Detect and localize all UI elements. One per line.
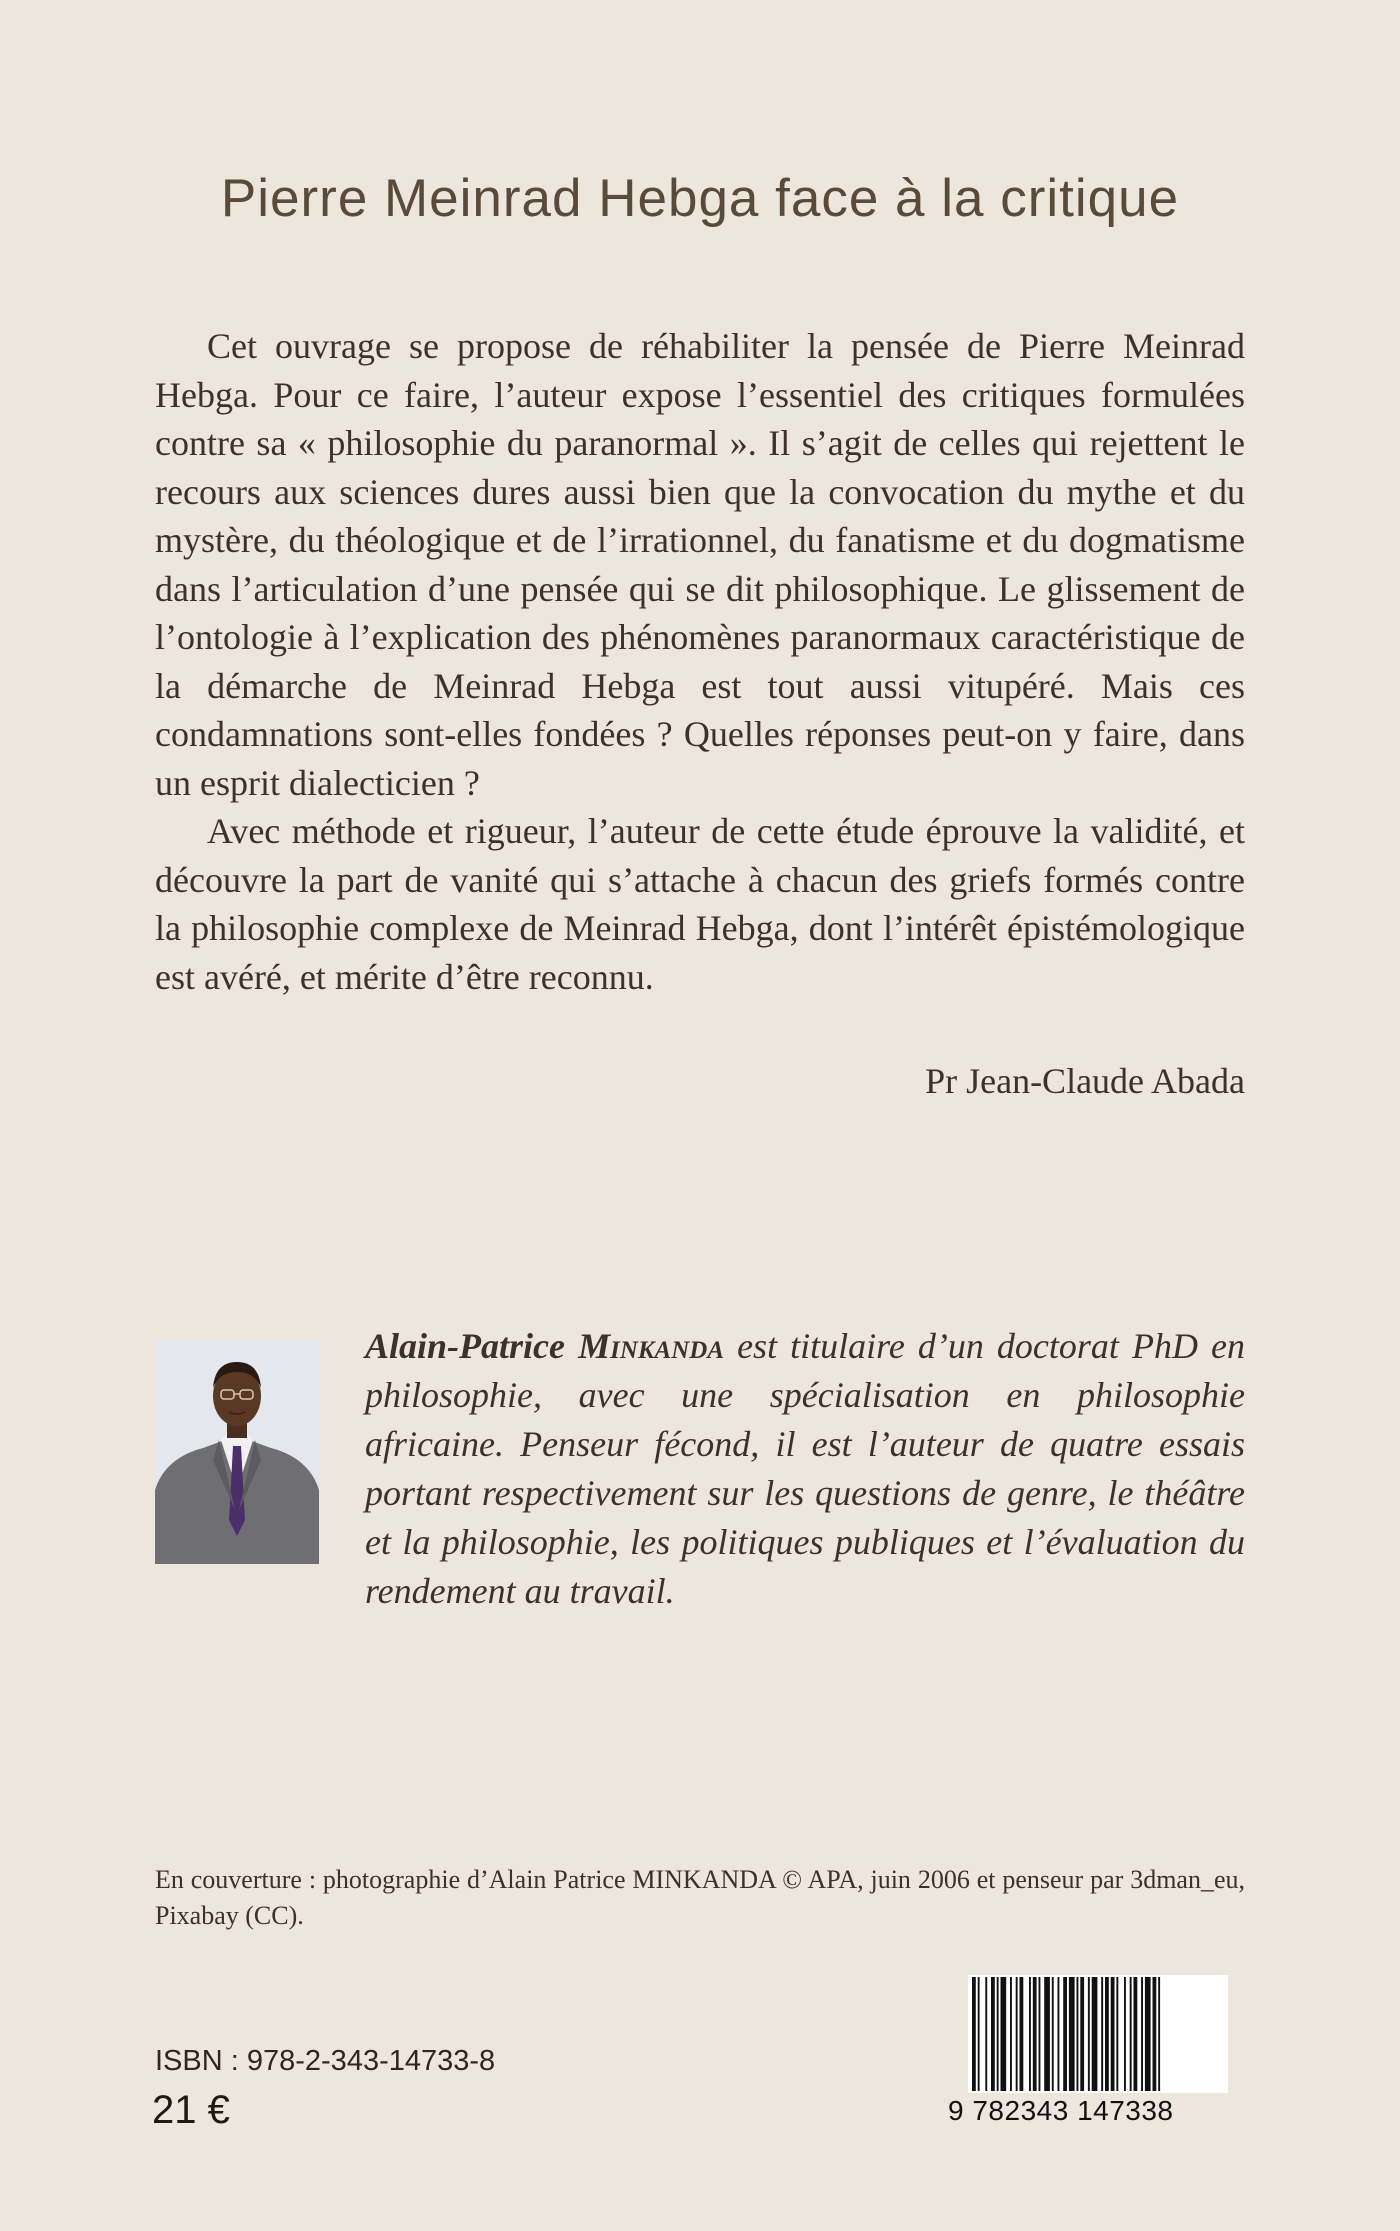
author-bio-text: est titulaire d’un doctorat PhD en philosophie, avec une spécialisation en philosophie africaine. Penseur fécond, il est l’auteur de quatre essais portant respectivement sur les questions de genre, le théâtre et la philosophie, les politiques publiques et l’évaluation du rendement au travail. — [365, 1326, 1246, 1611]
barcode-bar — [1039, 1977, 1041, 2091]
barcode-bar — [1077, 1977, 1079, 2091]
barcode-bar — [1130, 1977, 1132, 2091]
barcode-bar — [1141, 1977, 1143, 2091]
barcode-digits: 9 782343 147338 — [948, 2095, 1174, 2126]
barcode-bar — [1063, 1977, 1067, 2091]
barcode-bar — [1116, 1977, 1118, 2091]
summary-paragraph-1: Cet ouvrage se propose de réhabiliter la pensée de Pierre Meinrad Hebga. Pour ce faire, l’auteur expose l’essentiel des critiques formulées contre sa « philosophie du paranormal ». Il s’agit de celles qui rejettent le recours aux sciences dures aussi bien que la convocation du mythe et du mystère, du théologique et de l’irrationnel, du fanatisme et du dogmatisme dans l’articulation d’une pensée qui se dit philosophique. Le glissement de l’ontologie à l’explication des phénomènes paranormaux caractéristique de la démarche de Meinrad Hebga est tout aussi vitupéré. Mais ces condamnations sont-elles fondées ? Quelles réponses peut-on y faire, dans un esprit dialecticien ? — [155, 326, 1245, 803]
cover-credit: En couverture : photographie d’Alain Patrice MINKANDA © APA, juin 2006 et penseur par 3dman_eu, Pixabay (CC). — [155, 1865, 1245, 1930]
barcode-bar — [1101, 1977, 1103, 2091]
author-photo — [155, 1340, 319, 1564]
barcode-bar — [1029, 1977, 1031, 2091]
summary-paragraph-2: Avec méthode et rigueur, l’auteur de cette étude éprouve la validité, et découvre la part de vanité qui s’attache à chacun des griefs formés contre la philosophie complexe de Meinrad Hebga, dont l’intérêt épistémologique est avéré, et mérite d’être reconnu. — [155, 811, 1245, 997]
barcode-bar — [1124, 1977, 1126, 2091]
barcode-bar — [1052, 1977, 1054, 2091]
barcode-bar — [1016, 1977, 1018, 2091]
barcode-bar — [1111, 1977, 1115, 2091]
barcode-bar — [978, 1977, 980, 2091]
barcode-bar — [1092, 1977, 1098, 2091]
barcode-bar — [1158, 1977, 1160, 2091]
barcode-bar — [997, 1977, 999, 2091]
barcode-bars — [968, 1975, 1228, 2093]
author-bio — [365, 1322, 1245, 1616]
price: 21 € — [152, 2088, 230, 2132]
book-title: Pierre Meinrad Hebga face à la critique — [220, 169, 1180, 228]
barcode-bar — [1001, 1977, 1007, 2091]
barcode-bar — [1020, 1977, 1024, 2091]
barcode — [948, 1975, 1248, 2135]
author-portrait-image — [155, 1340, 319, 1564]
barcode-bar — [991, 1977, 995, 2091]
barcode-bar — [1153, 1977, 1157, 2091]
barcode-bar — [1134, 1977, 1138, 2091]
barcode-bar — [1105, 1977, 1109, 2091]
author-first-name: Alain-Patrice — [365, 1326, 565, 1366]
book-summary — [155, 322, 1245, 1001]
barcode-bar — [1044, 1977, 1050, 2091]
barcode-bar — [1069, 1977, 1075, 2091]
barcode-bar — [1058, 1977, 1060, 2091]
barcode-bar — [1080, 1977, 1084, 2091]
barcode-bar — [1010, 1977, 1012, 2091]
summary-signature: Pr Jean-Claude Abada — [925, 1061, 1245, 1101]
isbn: ISBN : 978-2-343-14733-8 — [155, 2045, 496, 2077]
barcode-bar — [985, 1977, 987, 2091]
barcode-bar — [1088, 1977, 1090, 2091]
barcode-bar — [1033, 1977, 1037, 2091]
barcode-bar — [972, 1977, 976, 2091]
author-last-name: Minkanda — [578, 1326, 725, 1366]
barcode-bar — [1145, 1977, 1151, 2091]
